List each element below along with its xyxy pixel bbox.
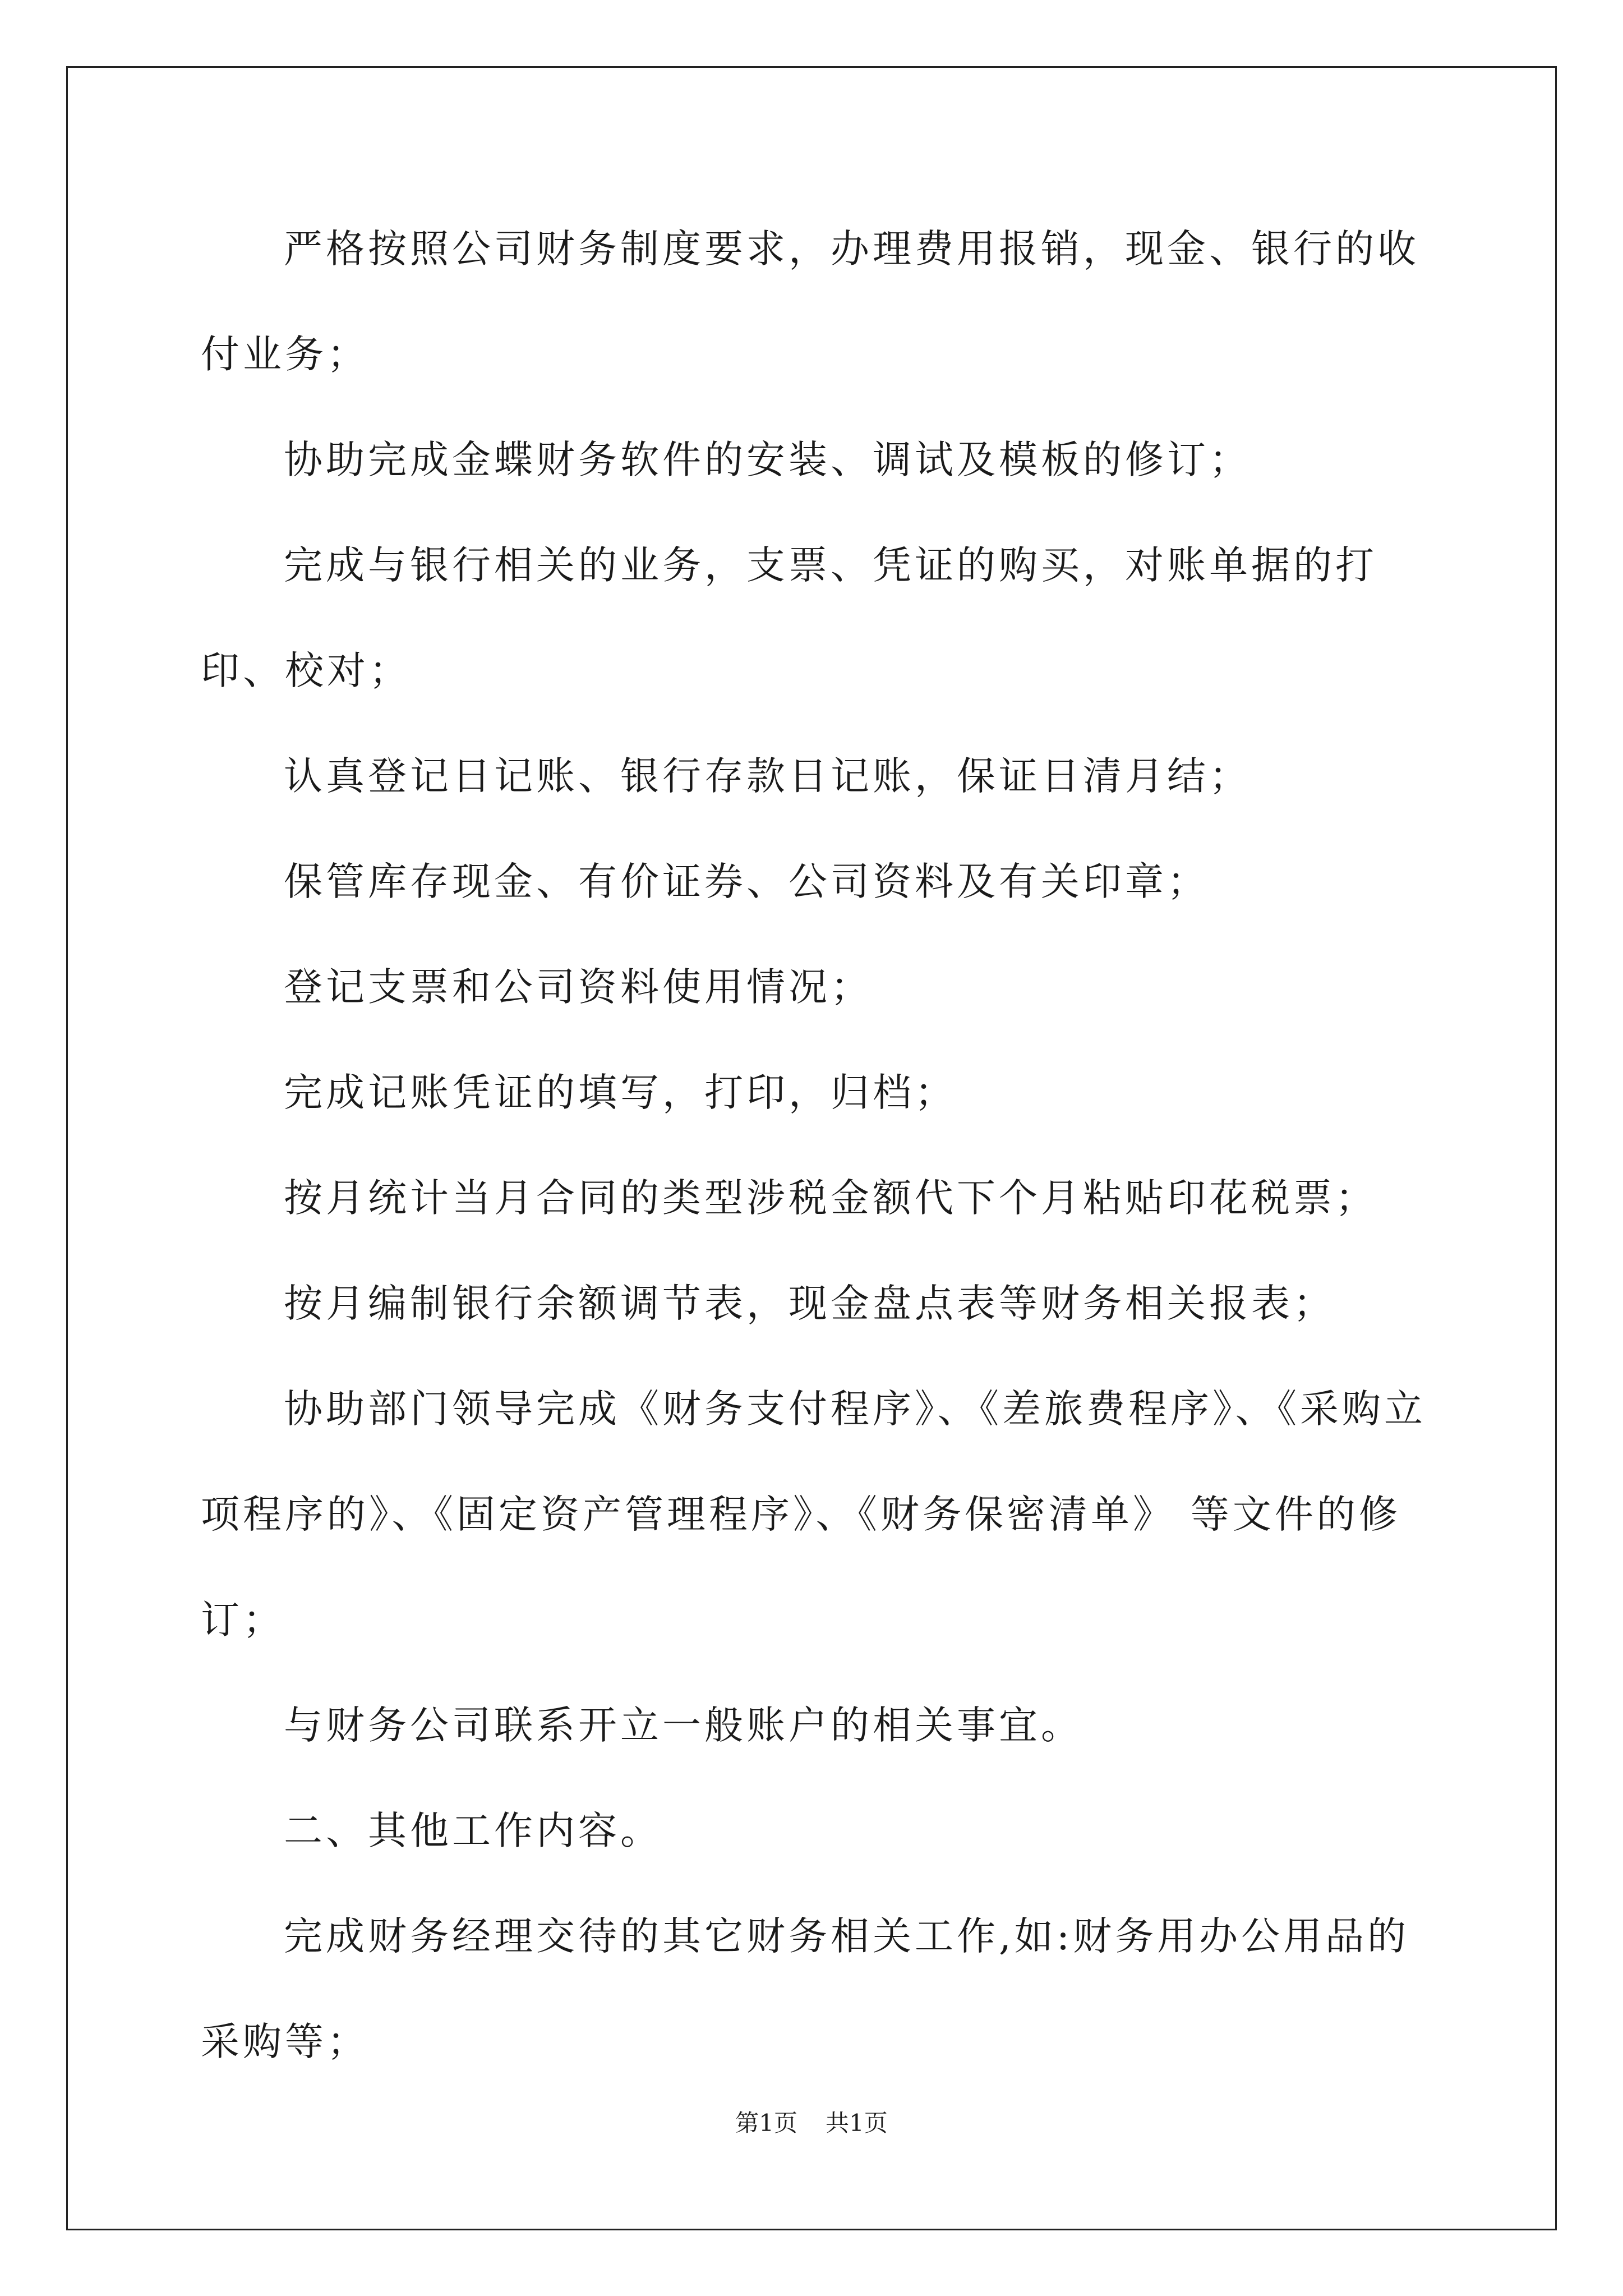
- section-heading: 二、其他工作内容。: [284, 1809, 662, 1853]
- page-number: 第1页: [735, 2109, 797, 2137]
- page-total: 共1页: [826, 2109, 888, 2137]
- paragraph: 完成与银行相关的业务，支票、凭证的购买，对账单据的打印、校对；: [201, 543, 1377, 693]
- paragraph: 协助部门领导完成《财务支付程序》、《差旅费程序》、《采购立项程序的》、《固定资产管理程序》、《财务保密清单》 等文件的修订；: [201, 1387, 1426, 1642]
- paragraph: 完成记账凭证的填写，打印，归档；: [284, 1070, 957, 1115]
- paragraph: 完成财务经理交待的其它财务相关工作,如:财务用办公用品的采购等；: [201, 1914, 1410, 2064]
- paragraph: 认真登记日记账、银行存款日记账，保证日清月结；: [284, 754, 1251, 799]
- paragraph: 协助完成金蝶财务软件的安装、调试及模板的修订；: [284, 438, 1251, 482]
- paragraph: 严格按照公司财务制度要求，办理费用报销，现金、银行的收付业务；: [201, 227, 1419, 377]
- paragraph: 登记支票和公司资料使用情况；: [284, 965, 873, 1010]
- paragraph: 按月编制银行余额调节表，现金盘点表等财务相关报表；: [284, 1281, 1335, 1326]
- paragraph: 按月统计当月合同的类型涉税金额代下个月粘贴印花税票；: [284, 1176, 1377, 1221]
- paragraph: 保管库存现金、有价证券、公司资料及有关印章；: [284, 859, 1209, 904]
- page-footer: [0, 2105, 1623, 2138]
- document-body: [201, 196, 1435, 2095]
- paragraph: 与财务公司联系开立一般账户的相关事宜。: [284, 1703, 1083, 1748]
